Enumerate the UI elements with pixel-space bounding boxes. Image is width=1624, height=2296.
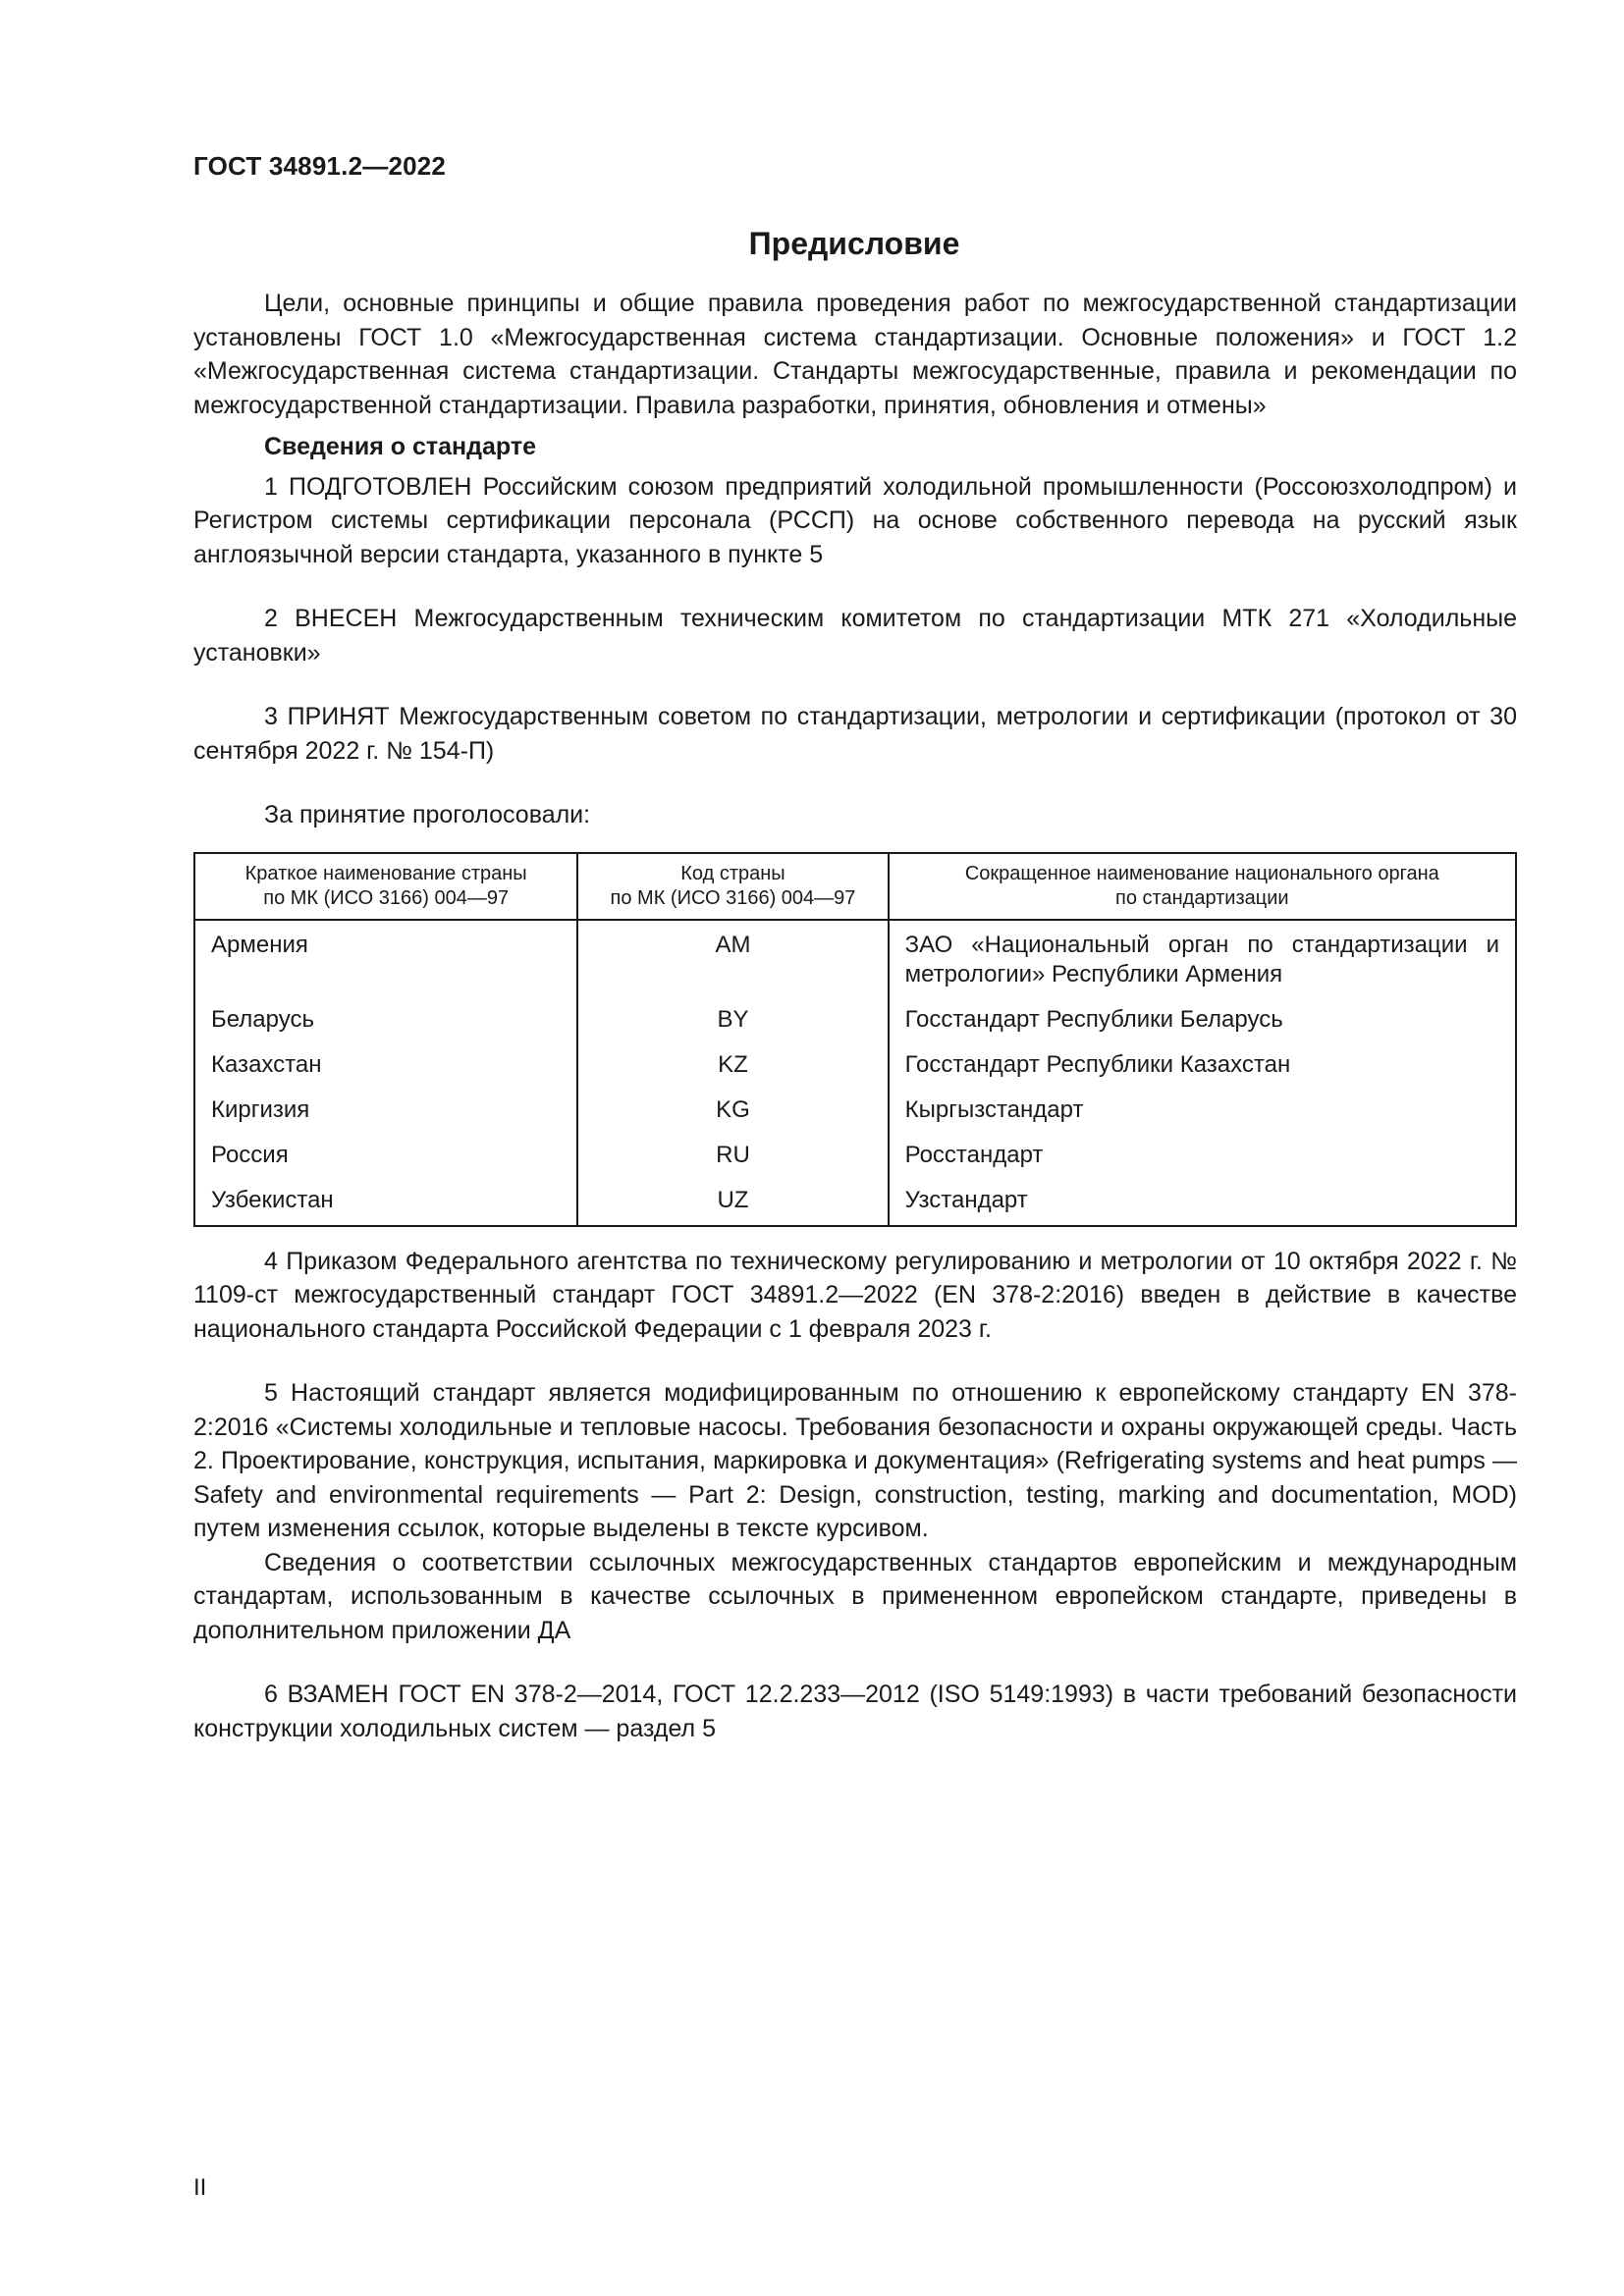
code-cell: RU	[577, 1135, 888, 1180]
country-cell: Армения	[194, 920, 577, 999]
table-header-row	[194, 853, 1516, 920]
document-id-header: ГОСТ 34891.2—2022	[193, 151, 447, 181]
country-cell: Казахстан	[194, 1044, 577, 1090]
vote-intro: За принятие проголосовали:	[264, 801, 591, 828]
code-cell: BY	[577, 999, 888, 1044]
item-6-paragraph: 6 ВЗАМЕН ГОСТ EN 378-2—2014, ГОСТ 12.2.233—2012 (ISO 5149:1993) в части требований безопасности конструкции холодильных систем — раздел 5	[193, 1681, 1517, 1742]
header-line: по стандартизации	[1115, 886, 1289, 909]
country-cell: Узбекистан	[194, 1180, 577, 1226]
header-line: Краткое наименование страны	[244, 862, 527, 884]
country-cell: Киргизия	[194, 1090, 577, 1135]
table-row	[194, 1090, 1516, 1135]
table-row	[194, 1180, 1516, 1226]
voting-table	[193, 852, 1517, 1227]
organization-cell: Кыргызстандарт	[889, 1090, 1516, 1135]
country-cell: Россия	[194, 1135, 577, 1180]
page-title: Предисловие	[748, 226, 960, 261]
organization-cell: ЗАО «Национальный орган по стандартизации и метрологии» Республики Армения	[889, 920, 1516, 999]
organization-cell: Госстандарт Республики Беларусь	[889, 999, 1516, 1044]
section-heading: Сведения о стандарте	[264, 433, 537, 460]
country-cell: Беларусь	[194, 999, 577, 1044]
item-3-paragraph: 3 ПРИНЯТ Межгосударственным советом по стандартизации, метрологии и сертификации (протокол от 30 сентября 2022 г. № 154-П)	[193, 703, 1517, 765]
page-number: II	[193, 2174, 207, 2201]
table-row	[194, 920, 1516, 999]
code-cell: KG	[577, 1090, 888, 1135]
code-cell: UZ	[577, 1180, 888, 1226]
column-header-organization	[889, 853, 1516, 920]
code-cell: AM	[577, 920, 888, 999]
organization-cell: Госстандарт Республики Казахстан	[889, 1044, 1516, 1090]
organization-cell: Росстандарт	[889, 1135, 1516, 1180]
item-2-paragraph: 2 ВНЕСЕН Межгосударственным техническим комитетом по стандартизации МТК 271 «Холодильные установки»	[193, 605, 1517, 667]
header-line: по МК (ИСО 3166) 004—97	[263, 886, 510, 909]
table-row	[194, 1135, 1516, 1180]
organization-cell: Узстандарт	[889, 1180, 1516, 1226]
code-cell: KZ	[577, 1044, 888, 1090]
header-line: Сокращенное наименование национального органа	[964, 862, 1439, 884]
table-row	[194, 1044, 1516, 1090]
item-1-paragraph: 1 ПОДГОТОВЛЕН Российским союзом предприятий холодильной промышленности (Россоюзхолодпром) и Регистром системы сертификации персонала (РССП) на основе собственного перевода на русский язык англоязычной версии стандарта, указанного в пункте 5	[193, 472, 1517, 568]
item-5-references-paragraph: Сведения о соответствии ссылочных межгосударственных стандартов европейским и международным стандартам, использованным в качестве ссылочных в примененном европейском стандарте, приведены в дополнительном приложении ДА	[193, 1548, 1517, 1644]
column-header-code	[577, 853, 888, 920]
table-row	[194, 999, 1516, 1044]
document-body	[193, 287, 1517, 1745]
header-line: Код страны	[680, 862, 785, 884]
intro-paragraph: Цели, основные принципы и общие правила проведения работ по межгосударственной стандартизации установлены ГОСТ 1.0 «Межгосударственная система стандартизации. Основные положения» и ГОСТ 1.2 «Межгосударственная система стандартизации. Стандарты межгосударственные, правила и рекомендации по межгосударственной стандартизации. Правила разработки, принятия, обновления и отмены»	[193, 290, 1517, 419]
item-4-paragraph: 4 Приказом Федерального агентства по техническому регулированию и метрологии от 10 октября 2022 г. № 1109-ст межгосударственный стандарт ГОСТ 34891.2—2022 (EN 378-2:2016) введен в действие в качестве национального стандарта Российской Федерации с 1 февраля 2023 г.	[193, 1247, 1517, 1343]
header-line: по МК (ИСО 3166) 004—97	[610, 886, 856, 909]
column-header-country	[194, 853, 577, 920]
item-5-paragraph: 5 Настоящий стандарт является модифицированным по отношению к европейскому стандарту EN 378-2:2016 «Системы холодильные и тепловые насосы. Требования безопасности и охраны окружающей среды. Часть 2. Проектирование, конструкция, испытания, маркировка и документация» (Refrigerating systems and heat pumps — Safety and environmental requirements — Part 2: Design, construction, testing, marking and documentation, MOD) путем изменения ссылок, которые выделены в тексте курсивом.	[193, 1379, 1517, 1542]
